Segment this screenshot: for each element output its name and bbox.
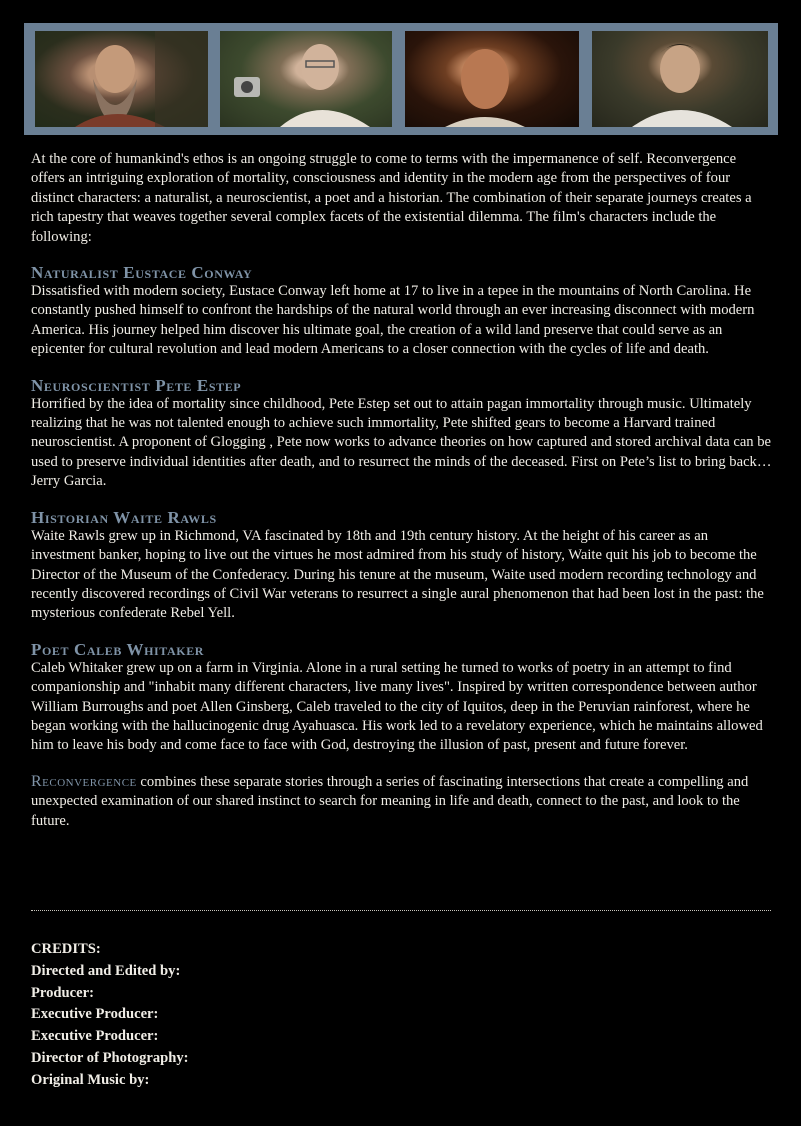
young-man-image — [592, 31, 768, 127]
older-man-image — [405, 31, 579, 127]
still-historian — [405, 31, 579, 127]
section-heading: Neuroscientist Pete Estep — [31, 375, 242, 395]
credit-line: Executive Producer: — [31, 1028, 159, 1045]
dotted-divider — [31, 910, 771, 911]
section-body: Dissatisfied with modern society, Eustace Conway left home at 17 to live in a tepee in the mountains of North Carolina. He constantly pushed himself to confront the hardships of the natural world through an ever increasing disconnect with modern America. His journey helped him discover his ultimate goal, the creation of a wild land preserve that could serve as an epicenter for cultural revolution and lead modern Americans to a closer connection with the cycles of life and death. — [31, 283, 755, 358]
section-historian — [31, 508, 773, 624]
credit-line: Original Music by: — [31, 1071, 150, 1088]
section-naturalist — [31, 263, 773, 360]
man-with-camera-image — [220, 31, 392, 127]
credit-line: Producer: — [31, 984, 94, 1001]
film-title: Reconvergence — [31, 772, 137, 790]
still-neuroscientist — [220, 31, 392, 127]
credits-heading: CREDITS: — [31, 941, 101, 957]
section-body: Waite Rawls grew up in Richmond, VA fascinated by 18th and 19th century history. At the height of his career as an investment banker, hoping to live out the virtues he most admired from his study of history, Waite quit his job to become the Director of the Museum of the Confederacy. During his tenure at the museum, Waite used modern recording technology and recently discovered recordings of Civil War veterans to resurrect a single aural phenomenon that had been lost in the past: the mysterious confederate Rebel Yell. — [31, 527, 764, 622]
section-heading: Historian Waite Rawls — [31, 507, 217, 527]
closing-paragraph — [31, 772, 773, 831]
still-naturalist — [35, 31, 208, 127]
still-poet — [592, 31, 768, 127]
section-neuroscientist — [31, 376, 773, 492]
section-heading: Poet Caleb Whitaker — [31, 639, 205, 659]
credit-line: Directed and Edited by: — [31, 962, 181, 979]
section-body: Caleb Whitaker grew up on a farm in Virginia. Alone in a rural setting he turned to works of poetry in an attempt to find companionship and "inhabit many different characters, live many lives". Inspired by written correspondence between author William Burroughs and poet Allen Ginsberg, Caleb traveled to the city of Iquitos, deep in the Peruvian rainforest, where he began working with the hallucinogenic drug Ayahuasca. His work led to a revelatory experience, which he maintains allowed him to leave his body and come face to face with God, destroying the illusion of past, present and future forever. — [31, 659, 763, 754]
credit-line: Executive Producer: — [31, 1006, 159, 1023]
closing-text: combines these separate stories through a series of fascinating intersections that create a compelling and unexpected examination of our shared instinct to search for meaning in life and death, connect to the past, and look to the future. — [31, 773, 749, 829]
bearded-man-image — [35, 31, 208, 127]
synopsis — [31, 150, 773, 831]
film-still-strip — [24, 23, 778, 135]
section-body: Horrified by the idea of mortality since childhood, Pete Estep set out to attain pagan immortality through music. Ultimately realizing that he was not talented enough to achieve such immortality, Pete shifted gears to become a Harvard trained neuroscientist. A proponent of Glogging , Pete now works to advance theories on how captured and stored archival data can be used to preserve individual identities after death, and to resurrect the minds of the deceased. First on Pete’s list to bring back…Jerry Garcia. — [31, 395, 772, 490]
credits — [31, 939, 531, 1092]
credit-line: Director of Photography: — [31, 1049, 189, 1066]
intro-paragraph: At the core of humankind's ethos is an ongoing struggle to come to terms with the impermanence of self. Reconvergence offers an intriguing exploration of mortality, consciousness and identity in the modern age from the perspectives of four distinct characters: a naturalist, a neuroscientist, a poet and a historian. The combination of their separate journeys creates a rich tapestry that weaves together several complex facets of the existential dilemma. The film's characters include the following: — [31, 151, 752, 245]
section-heading: Naturalist Eustace Conway — [31, 263, 253, 283]
section-poet — [31, 640, 773, 756]
